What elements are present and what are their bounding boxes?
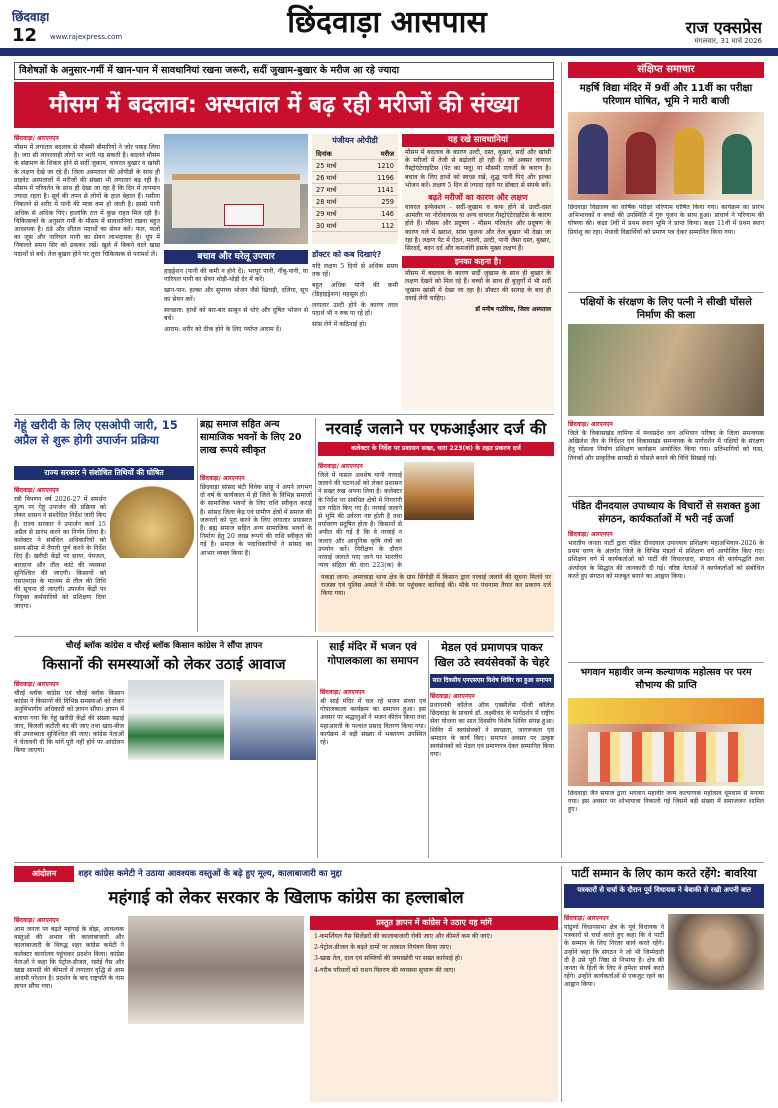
inflation-tag: आंदोलन — [14, 866, 74, 882]
chourai-byline: छिंदवाड़ा/ आरएनएन — [14, 681, 59, 688]
doctor-item: सांस लेने में कठिनाई हो। — [312, 321, 367, 329]
fir-byline: छिंदवाड़ा/ आरएनएन — [318, 463, 363, 470]
care-title: यह रखे सावधानियां — [402, 134, 554, 147]
opd-table — [312, 148, 398, 232]
inflation-headline: महंगाई को लेकर सरकार के खिलाफ कांग्रेस का हल्लाबोल — [108, 888, 464, 908]
lead-kicker: विशेषज्ञों के अनुसार-गर्मी में खान-पान में सावधानियां रखना जरूरी, सर्दी जुखाम-बुखार के मरीज आ रहे ज्यादा — [14, 62, 554, 80]
bawariya-headline: पार्टी सम्मान के लिए काम करते रहेंगे: बावरिया — [571, 867, 757, 880]
birds-story — [568, 420, 764, 494]
section-short-news: संक्षिप्त समाचार — [568, 62, 764, 78]
lead-body-column — [14, 134, 160, 410]
quote-body: मौसम में बदलाव के कारण सर्दी जुखाम के साथ ही बुखार के लक्षण देखने को मिल रहे हैं। बच्चों के साथ ही बुजुर्गों में भी सर्दी जुखाम खांसी में देखा जा रहा है। डॉक्टर की सलाह के बाद ही दवाई लेनी चाहिए। — [405, 270, 551, 302]
table-row: 26 मार्च 1196 — [312, 172, 398, 184]
fir-body: जिले में फसल अवशेष यानी नरवाई जलाने की घटनाओं को लेकर प्रशासन ने सख्त रुख अपना लिया है। कलेक्टर के निर्देश पर संबंधित क्षेत्रों में निगरानी दल गठित किए गए हैं। नरवाई जलाने से भूमि की उर्वरता नष्ट होती है तथा पर्यावरण प्रदूषित होता है। किसानों से अपील की गई है कि वे नरवाई न जलाएं और आधुनिक कृषि यंत्रों का उपयोग करें। निरीक्षण के दौरान नरवाई जलाते पाए जाने पर भारतीय न्याय संहिता की धारा 223(क) के — [318, 472, 402, 570]
opd-table-box — [312, 134, 398, 244]
chourai-kicker: चौरई ब्लॉक कांग्रेस व चौरई ब्लॉक किसान कांग्रेस ने सौंपा ज्ञापन — [65, 641, 263, 651]
school-photo — [568, 112, 764, 200]
inflation-story — [14, 916, 124, 1102]
fir-subhead: कलेक्टर के निर्देश पर प्रशासन सख्त, धारा 223(क) के तहत प्रकरण दर्ज — [318, 442, 554, 456]
mahavir-caption: छिंदवाड़ा जैन समाज द्वारा भगवान महावीर जन्म कल्याणक महोत्सव धूमधाम से मनाया गया। इस अवसर पर शोभायात्रा निकाली गई जिसमें बड़ी संख्या में समाजजन शामिल हुए। — [568, 790, 764, 814]
school-headline: महर्षि विद्या मंदिर में 9वीं और 11वीं का परीक्षा परिणाम घोषित, भूमि ने मारी बाजी — [579, 83, 753, 107]
advice-item: स्वच्छता: हाथों को बार-बार साबुन से धोएं और दूषित भोजन से बचें। — [164, 306, 308, 323]
chourai-photo — [128, 680, 224, 760]
opd-title: पंजीयन ओपीडी — [332, 136, 378, 145]
bawariya-body: पांढुर्णा विधानसभा क्षेत्र के पूर्व विधायक ने पत्रकारों से चर्चा करते हुए कहा कि वे पार्टी के सम्मान के लिए निरंतर कार्य करते रहेंगे। उन्होंने कहा कि संगठन ने जो भी जिम्मेदारी दी है उसे पूरी निष्ठा से निभाया है। क्षेत्र की जनता के हितों के लिए वे हमेशा संघर्ष करते रहेंगे। उन्होंने कार्यकर्ताओं से एकजुट रहने का आह्वान किया। — [564, 924, 664, 989]
deendayal-headline: पंडित दीनदयाल उपाध्याय के विचारों से सशक्त हुआ संगठन, कार्यकर्ताओं में भरी नई ऊर्जा — [572, 501, 760, 525]
birds-photo — [568, 324, 764, 416]
table-row: 30 मार्च 112 — [312, 220, 398, 232]
bawariya-story — [564, 914, 664, 1102]
advice-item: हाइड्रेशन (पानी की कमी न होने दें): भरपूर पानी, नींबू-पानी, या नारियल पानी का सेवन थोड़ी-थोड़ी देर में करें। — [164, 268, 308, 284]
nss-headline: मेडल एवं प्रमाणपत्र पाकर खिल उठे स्वयंसेवकों के चेहरे — [434, 641, 550, 669]
fir-headline: नरवाई जलाने पर एफआईआर दर्ज की — [325, 419, 547, 438]
demands-title: प्रस्तुत ज्ञापन में कांग्रेस ने उठाए यह मांगें — [310, 916, 558, 930]
quote-title: इनका कहना है। — [402, 256, 554, 268]
birds-byline: छिंदवाड़ा/ आरएनएन — [568, 421, 613, 428]
advice-box — [164, 250, 308, 410]
issue-date: मंगलवार, 31 मार्च 2026 — [694, 37, 762, 45]
demand-item: 2-पेट्रोल-डीजल के बढ़ते दामों पर तत्काल नियंत्रण किया जाए। — [314, 944, 452, 952]
birds-headline: पक्षियों के संरक्षण के लिए पत्नी ने सीखी घोंसले निर्माण की कला — [580, 297, 752, 321]
inflation-byline: छिंदवाड़ा/ आरएनएन — [14, 917, 59, 924]
doctor-item: बहुत अधिक पानी की कमी (डिहाइड्रेशन) महसूस हो। — [312, 282, 398, 298]
advice-item: आराम: शरीर को ठीक होने के लिए पर्याप्त आराम दें। — [164, 326, 282, 334]
inflation-kicker: शहर कांग्रेस कमेटी ने उठाया आवश्यक वस्तुओं के बढ़े हुए मूल्य, कालाबाजारी का मुद्दा — [78, 869, 342, 879]
deendayal-story — [568, 530, 764, 660]
bawariya-subhead: पत्रकारों से चर्चा के दौरान पूर्व विधायक ने बेबाकी से रखी अपनी बात — [564, 884, 764, 908]
bawariya-photo — [668, 914, 764, 990]
sai-headline: साईं मंदिर में भजन एवं गोपालकाला का समापन — [327, 641, 419, 667]
brand-name: राज एक्सप्रेस — [685, 18, 762, 37]
brahmin-headline: ब्रह्म समाज सहित अन्य सामाजिक भवनों के लिए 20 लाख रूपये स्वीकृत — [200, 419, 302, 456]
demand-item: 4-गरीब परिवारों को राशन वितरण की व्यवस्था सुचारू की जाए। — [314, 966, 456, 974]
inflation-demands-box — [310, 916, 558, 1102]
doctor-title: डॉक्टर को कब दिखाएं? — [312, 250, 382, 259]
mahavir-photo — [568, 698, 764, 786]
doctor-item: यदि लक्षण 5 दिनों से अधिक समय तक रहें। — [312, 263, 398, 279]
doctor-item: लगातार उल्टी होने के कारण तरल पदार्थ भी न रुक पा रहे हों। — [312, 301, 398, 318]
chourai-headline: किसानों की समस्याओं को लेकर उठाई आवाज — [42, 657, 286, 673]
header-bar — [0, 48, 778, 56]
opd-col-patients: मरीज — [358, 148, 398, 160]
hospital-photo — [164, 134, 308, 244]
wheat-headline: गेहूं खरीदी के लिए एसओपी जारी, 15 अप्रैल से शुरू होगी उपार्जन प्रक्रिया — [14, 418, 178, 447]
inflation-body: आम जनता पर बढ़ते महंगाई के बोझ, आवश्यक वस्तुओं की अभाव की कालाबाजारी और कालाबाजारी के विरुद्ध शहर कांग्रेस कमेटी ने कलेक्टर कार्यालय पहुंचकर प्रदर्शन किया। कांग्रेस नेताओं ने कहा कि पेट्रोल-डीजल, रसोई गैस और खाद्य सामग्री की कीमतों में लगातार वृद्धि से आम आदमी परेशान है। प्रदर्शन के बाद राष्ट्रपति के नाम ज्ञापन सौंपा गया। — [14, 926, 124, 991]
fir-story — [318, 462, 402, 570]
lead-body: मौसम में लगातार बदलाव से मौसमी बीमारियों ने जोर पकड़ लिया है। जरा सी लापरवाही लोगों पर भारी पड़ सकती है। बदलते मौसम के संक्रमण के शिकार होने से सर्दी जुकाम, वायरल बुखार व खांसी के लक्षण देखे जा रहे हैं। जिला अस्पताल की ओपीडी के साथ ही प्राइवेट अस्पतालों में मरीजों की संख्या भी लगातार बढ़ रही है। मौसम में परिवर्तन के साथ ही देखा जा रहा है कि दिन में तापमान ज्यादा रहता है। सूर्य की तपन से लोगों के हाल बेहाल हैं। पसीना निकलने से शरीर में पानी की मात्रा कम हो जाती है। इससे पानी अधिक से अधिक पिएं। हालांकि रात में कुछ राहत मिल रही है। चिकित्सकों के अनुसार गर्मी के मौसम में सावधानियां रखना बहुत आवश्यक है। ठंडे और शीतल पदार्थों का सेवन करें। फल, फलों का जूस और नारियल पानी का सेवन लाभदायक है। धूप में निकलते समय सिर को ढककर रखें। खुले में बिकने वाले खाद्य पदार्थों से बचें। तेज बुखार होने पर तुरंत चिकित्सक से परामर्श लें। — [14, 144, 160, 258]
masthead-title: छिंदवाड़ा आसपास — [287, 5, 487, 40]
demand-item: 3-खाद्य तेल, दाल एवं सब्जियों की जमाखोरी पर सख्त कार्रवाई हो। — [314, 955, 463, 963]
lead-byline: छिंदवाड़ा/ आरएनएन — [14, 135, 59, 142]
brahmin-byline: छिंदवाड़ा/ आरएनएन — [200, 475, 245, 482]
cause-body: वायरल इन्फेक्शन - सर्दी-जुखाम व कफ होने से उल्टी-दस्त आमतौर पर नोरोवायरस या अन्य वायरल गैस्ट्रोएंटेराइटिस के कारण होते हैं। मौसम और प्रदूषण - मौसम परिवर्तन और प्रदूषण के कारण गले में खराश, सांस फूलना और तेज बुखार भी देखा जा रहा है। लक्षण पेट में ऐंठन, मतली, उल्टी, पानी जैसा दस्त, बुखार, सिरदर्द, बदन दर्द और कमजोरी इसके मुख्य लक्षण हैं। — [405, 204, 552, 253]
sai-body: श्री साईं मंदिर में चल रहे भजन संध्या एवं गोपालकाला कार्यक्रम का समापन हुआ। इस अवसर पर श्रद्धालुओं ने भजन कीर्तन किया तथा महाआरती के पश्चात प्रसाद वितरण किया गया। कार्यक्रम में बड़ी संख्या में भक्तगण उपस्थित रहे। — [320, 698, 426, 747]
demand-item: 1-कमर्शियल गैस सिलेंडरों की कालाबाजारी रोकी जाए और कीमतें कम की जाएं। — [314, 933, 493, 940]
table-row: 27 मार्च 1141 — [312, 184, 398, 196]
deendayal-byline: छिंदवाड़ा/ आरएनएन — [568, 531, 613, 538]
table-row: 25 मार्च 1210 — [312, 160, 398, 172]
sai-story — [320, 688, 426, 858]
brahmin-body: छिंदवाड़ा सांसद बंटी विवेक साहू ने अपने लगभग दो वर्ष के कार्यकाल में ही जिले के विभिन्न समाजों के सामाजिक भवनों के लिए राशि स्वीकृत कराई है। सांसद जिला केंद्र एवं ग्रामीण क्षेत्रों में समाज की जरूरतों को पूरा करने के लिए लगातार प्रयासरत हैं। ब्रह्म समाज सहित अन्य सामाजिक भवनों के निर्माण हेतु 20 लाख रूपये की राशि स्वीकृत की गई है। समाज के पदाधिकारियों ने सांसद का आभार व्यक्त किया है। — [200, 484, 312, 557]
nss-subhead: सात दिवसीय एनएसएस विशेष शिविर का हुआ समापन — [430, 674, 554, 688]
wheat-body: रबी विपणन वर्ष 2026-27 में समर्थन मूल्य पर गेहूं उपार्जन की प्रक्रिया को लेकर शासन ने संशोधित निर्देश जारी किए हैं। राज्य सरकार ने उपार्जन कार्य 15 अप्रैल से प्रारंभ करने का निर्णय लिया है। कलेक्टर ने संबंधित अधिकारियों को समय-सीमा में तैयारी पूर्ण करने के निर्देश दिए हैं। खरीदी केंद्रों पर छाया, पेयजल, बारदाना और तौल कांटे की व्यवस्था सुनिश्चित की जाएगी। किसानों को एसएमएस के माध्यम से तौल की तिथि की सूचना दी जाएगी। उपार्जन केंद्रों पर नियुक्त कर्मचारियों को प्रशिक्षण दिया जाएगा। — [14, 496, 106, 610]
fir-highlight: पकड़ा जाना: अमरवाड़ा थाना क्षेत्र के ग्राम सिंगोड़ी में किसान द्वारा नरवाई जलाने की सूचना मिलने पर राजस्व एवं पुलिस अमले ने मौके पर पहुंचकर कार्रवाई की। मौके पर पंचनामा तैयार कर प्रकरण दर्ज किया गया। — [318, 572, 554, 632]
brahmin-story — [200, 474, 312, 632]
quote-name: डॉ मनीष गठोरिया, जिला अस्पताल — [475, 306, 551, 314]
cause-title: बढ़ते मरीजों का कारण और लक्षण — [428, 193, 528, 203]
bawariya-byline: छिंदवाड़ा/ आरएनएन — [564, 915, 609, 922]
mahavir-headline: भगवान महावीर जन्म कल्याणक महोत्सव पर परम सौभाग्य की प्राप्ति — [580, 667, 752, 691]
care-body: मौसम में बदलाव के कारण उल्टी, दस्त, बुखार, सर्दी और खांसी के मरीजों में तेजी से बढ़ोतरी हो रही है। जो अक्सर वायरल गैस्ट्रोएंटेराइटिस (पेट का फ्लू) या मौसमी एलर्जी के कारण है। बचाव के लिए हाथों को स्वच्छ रखें, शुद्ध पानी पिएं और हल्का भोजन करें। लक्षण 5 दिन से ज्यादा रहने पर डॉक्टर से संपर्क करें। — [405, 149, 551, 189]
sai-byline: छिंदवाड़ा/ आरएनएन — [320, 689, 365, 696]
care-box — [402, 134, 554, 410]
inflation-photo-caption — [128, 1028, 304, 1102]
page-number: 12 — [12, 25, 38, 46]
chourai-photo-caption — [128, 764, 224, 858]
page-header — [0, 0, 778, 58]
school-body: छिंदवाड़ा विद्यालय का वार्षिक परीक्षा परिणाम घोषित किया गया। कार्यक्रम का प्रारंभ अभिभावकों व बच्चों की उपस्थिति में गुरु पूजन के साथ हुआ। प्राचार्य ने परिणाम की घोषणा की। कक्षा 9वीं में प्रथम स्थान भूमि ने प्राप्त किया। कक्षा 11वीं में प्रथम स्थान प्रियांशु का रहा। मेधावी विद्यार्थियों को प्रमाण पत्र देकर सम्मानित किया गया। — [568, 204, 764, 236]
nss-photo — [230, 680, 316, 760]
advice-title: बचाव और घरेलू उपचार — [164, 250, 308, 264]
inflation-photo — [128, 916, 304, 1024]
fir-photo — [404, 462, 474, 520]
wheat-story — [14, 486, 194, 632]
birds-body: जिले के विकासखंड तामिया में मध्यप्रदेश जन अभियान परिषद के जिला समन्वयक अखिलेश जैन के निर्देशन एवं विकासखंड समन्वयक के मार्गदर्शन में पक्षियों के संरक्षण हेतु घोंसला निर्माण प्रशिक्षण कार्यक्रम आयोजित किया गया। प्रतिभागियों को घास, तिनकों और प्राकृतिक सामग्री से घोंसले बनाने की विधि सिखाई गई। — [568, 430, 764, 462]
table-row: 29 मार्च 146 — [312, 208, 398, 220]
chourai-body: चौरई ब्लॉक कांग्रेस एवं चौरई ब्लॉक किसान कांग्रेस ने किसानों की विभिन्न समस्याओं को लेकर अनुविभागीय अधिकारी को ज्ञापन सौंपा। ज्ञापन में बताया गया कि गेहूं खरीदी केंद्रों की संख्या बढ़ाई जाए, बिजली कटौती बंद की जाए तथा खाद-बीज की उपलब्धता सुनिश्चित की जाए। कांग्रेस नेताओं ने चेतावनी दी कि मांगें पूरी नहीं होने पर आंदोलन किया जाएगा। — [14, 690, 124, 755]
deendayal-body: भारतीय जनता पार्टी द्वारा पंडित दीनदयाल उपाध्याय प्रशिक्षण महाअभियान-2026 के प्रथम चरण के अंतर्गत जिले के विभिन्न मंडलों में प्रशिक्षण वर्ग आयोजित किए गए। प्रशिक्षण वर्ग में कार्यकर्ताओं को पार्टी की विचारधारा, संगठन की कार्यपद्धति तथा अंत्योदय के सिद्धांत की जानकारी दी गई। वरिष्ठ नेताओं ने कार्यकर्ताओं को संबोधित करते हुए संगठन को मजबूत बनाने का आह्वान किया। — [568, 540, 764, 580]
city-label: छिंदवाड़ा — [12, 10, 50, 24]
wheat-byline: छिंदवाड़ा/ आरएनएन — [14, 487, 59, 494]
opd-col-date: दिनांक — [312, 148, 358, 160]
nss-story — [430, 692, 554, 858]
doctor-box — [312, 250, 398, 410]
wheat-subhead: राज्य सरकार ने संशोधित तिथियों की घोषित — [14, 466, 194, 480]
nss-byline: छिंदवाड़ा/ आरएनएन — [430, 693, 475, 700]
website-link[interactable]: www.rajexpress.com — [50, 33, 123, 41]
advice-item: खान-पान: हल्का और सुपाच्य भोजन जैसे खिचड़ी, दलिया, सूप का सेवन करें। — [164, 287, 308, 303]
nss-body: प्रधानमंत्री कॉलेज ऑफ एक्सीलेंस पीजी कॉलेज छिंदवाड़ा के प्राचार्य डॉ. लक्ष्मीचंद के मार्गदर्शन में राष्ट्रीय सेवा योजना का सात दिवसीय विशेष शिविर संपन्न हुआ। शिविर में स्वयंसेवकों ने स्वच्छता, जागरूकता एवं श्रमदान के कार्य किए। समापन अवसर पर उत्कृष्ट स्वयंसेवकों को मेडल एवं प्रमाणपत्र देकर सम्मानित किया गया। — [430, 702, 554, 759]
chourai-story — [14, 680, 124, 858]
lead-headline: मौसम में बदलाव: अस्पताल में बढ़ रही मरीजों की संख्या — [14, 82, 554, 128]
table-row: 28 मार्च 259 — [312, 196, 398, 208]
